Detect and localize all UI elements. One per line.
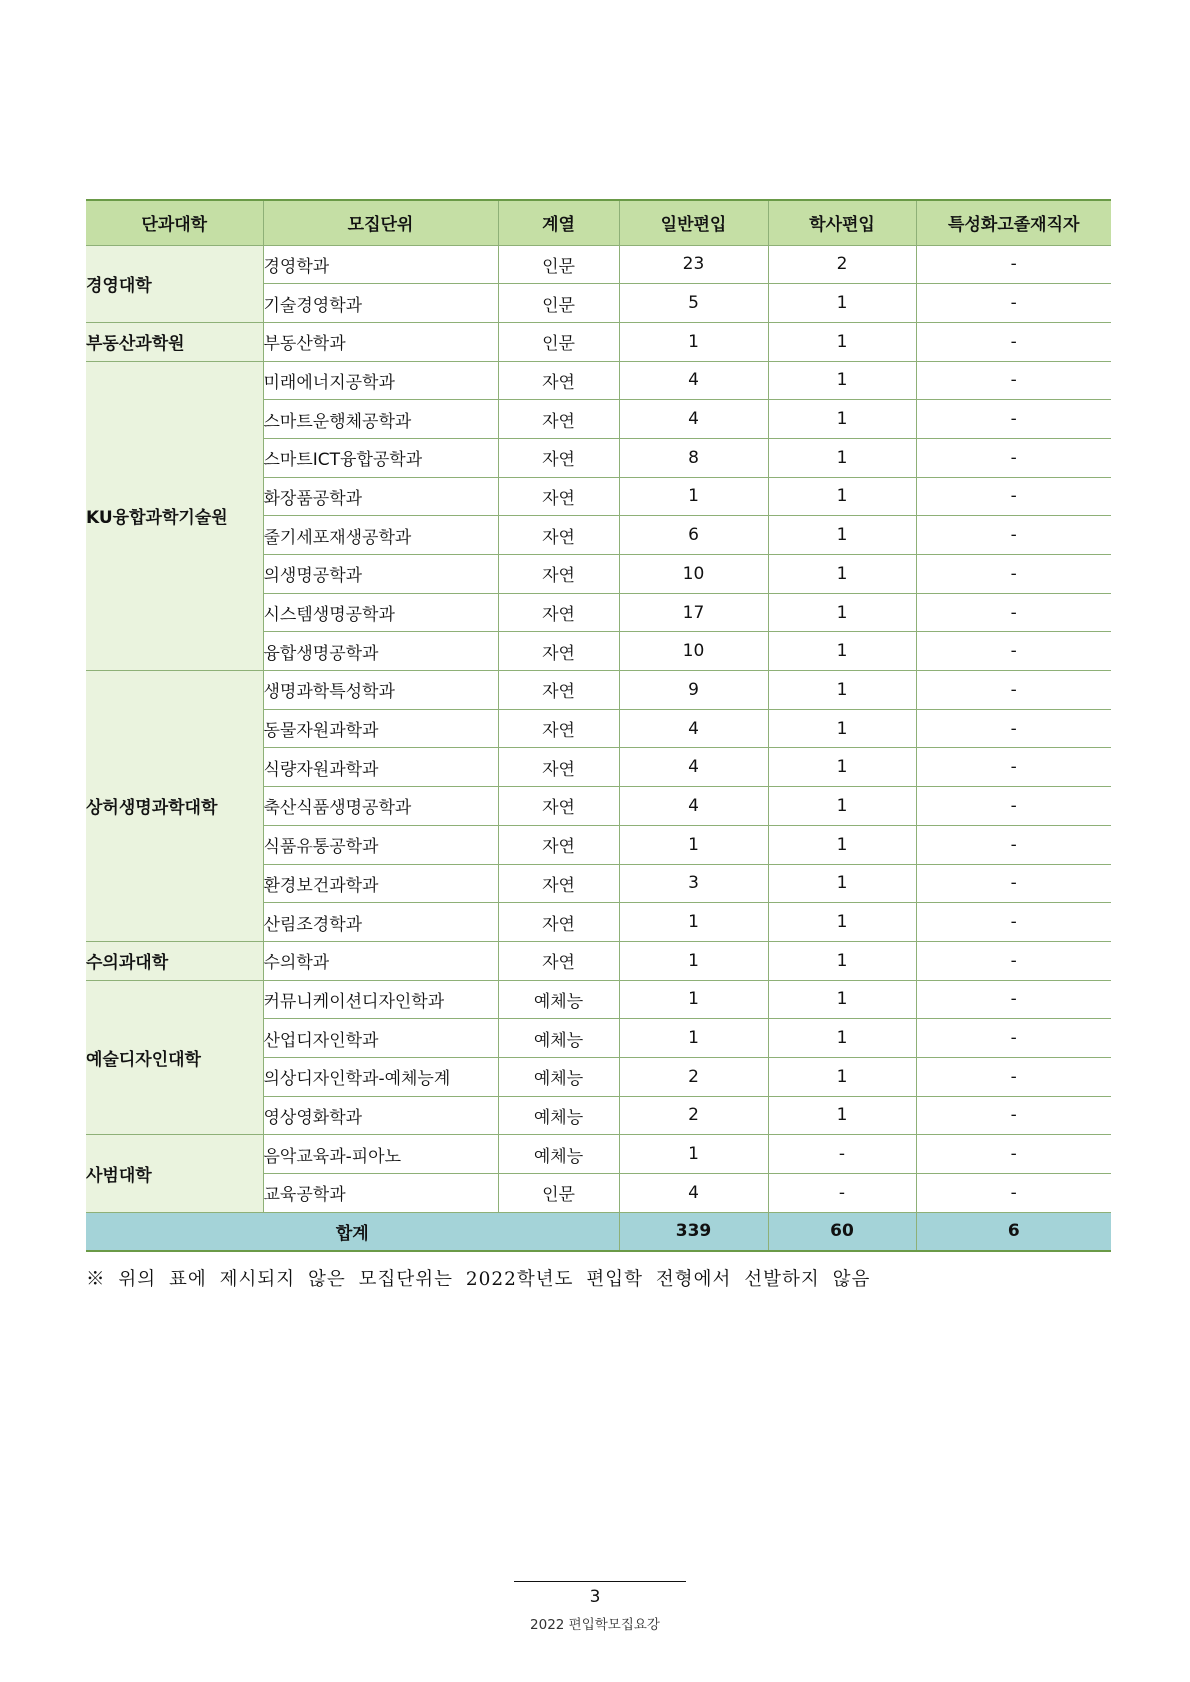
vocational-worker-cell: - — [916, 516, 1111, 555]
vocational-worker-cell: - — [916, 903, 1111, 942]
vocational-worker-cell: - — [916, 245, 1111, 284]
field-cell: 예체능 — [498, 1096, 619, 1135]
department-cell: 수의학과 — [263, 941, 498, 980]
table-row — [86, 322, 1111, 361]
field-cell: 자연 — [498, 941, 619, 980]
department-cell: 줄기세포재생공학과 — [263, 516, 498, 555]
field-cell: 자연 — [498, 864, 619, 903]
department-cell: 식량자원과학과 — [263, 748, 498, 787]
bachelor-transfer-cell: 1 — [768, 671, 916, 710]
field-cell: 자연 — [498, 903, 619, 942]
department-cell: 산업디자인학과 — [263, 1019, 498, 1058]
bachelor-transfer-cell: 1 — [768, 593, 916, 632]
vocational-worker-cell: - — [916, 671, 1111, 710]
general-transfer-cell: 5 — [619, 284, 768, 323]
vocational-worker-cell: - — [916, 825, 1111, 864]
college-cell: 수의과대학 — [86, 941, 263, 980]
bachelor-transfer-cell: 1 — [768, 1057, 916, 1096]
total-bachelor: 60 — [768, 1212, 916, 1251]
field-cell: 자연 — [498, 361, 619, 400]
department-cell: 스마트ICT융합공학과 — [263, 438, 498, 477]
department-cell: 식품유통공학과 — [263, 825, 498, 864]
general-transfer-cell: 1 — [619, 322, 768, 361]
bachelor-transfer-cell: - — [768, 1174, 916, 1213]
department-cell: 음악교육과-피아노 — [263, 1135, 498, 1174]
general-transfer-cell: 4 — [619, 361, 768, 400]
field-cell: 예체능 — [498, 980, 619, 1019]
general-transfer-cell: 9 — [619, 671, 768, 710]
department-cell: 축산식품생명공학과 — [263, 787, 498, 826]
vocational-worker-cell: - — [916, 1096, 1111, 1135]
table-row — [86, 980, 1111, 1019]
college-cell: KU융합과학기술원 — [86, 361, 263, 671]
general-transfer-cell: 17 — [619, 593, 768, 632]
department-cell: 동물자원과학과 — [263, 709, 498, 748]
bachelor-transfer-cell: 1 — [768, 477, 916, 516]
header-vocational-worker: 특성화고졸재직자 — [916, 200, 1111, 245]
header-row — [86, 200, 1111, 245]
bachelor-transfer-cell: - — [768, 1135, 916, 1174]
field-cell: 인문 — [498, 245, 619, 284]
department-cell: 융합생명공학과 — [263, 632, 498, 671]
table-footer — [86, 1212, 1111, 1251]
general-transfer-cell: 4 — [619, 1174, 768, 1213]
general-transfer-cell: 1 — [619, 941, 768, 980]
footer-title: 2022 편입학모집요강 — [530, 1617, 660, 1633]
general-transfer-cell: 10 — [619, 555, 768, 594]
bachelor-transfer-cell: 1 — [768, 438, 916, 477]
bachelor-transfer-cell: 1 — [768, 748, 916, 787]
field-cell: 예체능 — [498, 1135, 619, 1174]
field-cell: 자연 — [498, 748, 619, 787]
department-cell: 시스템생명공학과 — [263, 593, 498, 632]
department-cell: 화장품공학과 — [263, 477, 498, 516]
bachelor-transfer-cell: 1 — [768, 941, 916, 980]
college-cell: 경영대학 — [86, 245, 263, 322]
bachelor-transfer-cell: 1 — [768, 825, 916, 864]
bachelor-transfer-cell: 2 — [768, 245, 916, 284]
vocational-worker-cell: - — [916, 709, 1111, 748]
general-transfer-cell: 1 — [619, 980, 768, 1019]
bachelor-transfer-cell: 1 — [768, 903, 916, 942]
field-cell: 인문 — [498, 322, 619, 361]
general-transfer-cell: 1 — [619, 477, 768, 516]
total-special: 6 — [916, 1212, 1111, 1251]
college-cell: 부동산과학원 — [86, 322, 263, 361]
vocational-worker-cell: - — [916, 593, 1111, 632]
college-cell: 예술디자인대학 — [86, 980, 263, 1135]
department-cell: 생명과학특성학과 — [263, 671, 498, 710]
general-transfer-cell: 4 — [619, 709, 768, 748]
header-department: 모집단위 — [263, 200, 498, 245]
field-cell: 자연 — [498, 438, 619, 477]
bachelor-transfer-cell: 1 — [768, 632, 916, 671]
vocational-worker-cell: - — [916, 555, 1111, 594]
table-header — [86, 200, 1111, 245]
department-cell: 스마트운행체공학과 — [263, 400, 498, 439]
vocational-worker-cell: - — [916, 748, 1111, 787]
vocational-worker-cell: - — [916, 1174, 1111, 1213]
field-cell: 자연 — [498, 671, 619, 710]
bachelor-transfer-cell: 1 — [768, 864, 916, 903]
field-cell: 자연 — [498, 477, 619, 516]
footer-divider — [514, 1581, 686, 1582]
bachelor-transfer-cell: 1 — [768, 980, 916, 1019]
total-general: 339 — [619, 1212, 768, 1251]
field-cell: 자연 — [498, 593, 619, 632]
department-cell: 환경보건과학과 — [263, 864, 498, 903]
general-transfer-cell: 4 — [619, 400, 768, 439]
bachelor-transfer-cell: 1 — [768, 361, 916, 400]
general-transfer-cell: 6 — [619, 516, 768, 555]
table-row — [86, 1135, 1111, 1174]
vocational-worker-cell: - — [916, 787, 1111, 826]
vocational-worker-cell: - — [916, 322, 1111, 361]
header-bachelor-transfer: 학사편입 — [768, 200, 916, 245]
department-cell: 교육공학과 — [263, 1174, 498, 1213]
header-field: 계열 — [498, 200, 619, 245]
field-cell: 예체능 — [498, 1057, 619, 1096]
total-row — [86, 1212, 1111, 1251]
bachelor-transfer-cell: 1 — [768, 787, 916, 826]
field-cell: 인문 — [498, 284, 619, 323]
field-cell: 자연 — [498, 825, 619, 864]
vocational-worker-cell: - — [916, 1135, 1111, 1174]
department-cell: 커뮤니케이션디자인학과 — [263, 980, 498, 1019]
field-cell: 자연 — [498, 516, 619, 555]
vocational-worker-cell: - — [916, 941, 1111, 980]
department-cell: 부동산학과 — [263, 322, 498, 361]
field-cell: 자연 — [498, 555, 619, 594]
department-cell: 의상디자인학과-예체능계 — [263, 1057, 498, 1096]
bachelor-transfer-cell: 1 — [768, 709, 916, 748]
college-cell: 상허생명과학대학 — [86, 671, 263, 942]
general-transfer-cell: 1 — [619, 825, 768, 864]
general-transfer-cell: 23 — [619, 245, 768, 284]
department-cell: 미래에너지공학과 — [263, 361, 498, 400]
vocational-worker-cell: - — [916, 632, 1111, 671]
vocational-worker-cell: - — [916, 400, 1111, 439]
vocational-worker-cell: - — [916, 438, 1111, 477]
vocational-worker-cell: - — [916, 1019, 1111, 1058]
department-cell: 경영학과 — [263, 245, 498, 284]
page-number: 3 — [589, 1587, 601, 1607]
bachelor-transfer-cell: 1 — [768, 516, 916, 555]
bachelor-transfer-cell: 1 — [768, 400, 916, 439]
table-row — [86, 671, 1111, 710]
footnote: ※ 위의 표에 제시되지 않은 모집단위는 2022학년도 편입학 전형에서 선발하지 않음 — [86, 1269, 871, 1290]
general-transfer-cell: 3 — [619, 864, 768, 903]
table-body — [86, 245, 1111, 1212]
vocational-worker-cell: - — [916, 980, 1111, 1019]
general-transfer-cell: 2 — [619, 1057, 768, 1096]
department-cell: 산림조경학과 — [263, 903, 498, 942]
department-cell: 영상영화학과 — [263, 1096, 498, 1135]
admission-quota-table — [86, 199, 1111, 1252]
vocational-worker-cell: - — [916, 361, 1111, 400]
general-transfer-cell: 10 — [619, 632, 768, 671]
department-cell: 기술경영학과 — [263, 284, 498, 323]
general-transfer-cell: 1 — [619, 903, 768, 942]
vocational-worker-cell: - — [916, 477, 1111, 516]
table-row — [86, 245, 1111, 284]
bachelor-transfer-cell: 1 — [768, 322, 916, 361]
field-cell: 자연 — [498, 400, 619, 439]
general-transfer-cell: 4 — [619, 787, 768, 826]
field-cell: 자연 — [498, 787, 619, 826]
general-transfer-cell: 2 — [619, 1096, 768, 1135]
college-cell: 사범대학 — [86, 1135, 263, 1212]
field-cell: 자연 — [498, 632, 619, 671]
field-cell: 예체능 — [498, 1019, 619, 1058]
vocational-worker-cell: - — [916, 864, 1111, 903]
vocational-worker-cell: - — [916, 284, 1111, 323]
bachelor-transfer-cell: 1 — [768, 555, 916, 594]
department-cell: 의생명공학과 — [263, 555, 498, 594]
header-college: 단과대학 — [86, 200, 263, 245]
total-label: 합계 — [86, 1212, 619, 1251]
field-cell: 자연 — [498, 709, 619, 748]
bachelor-transfer-cell: 1 — [768, 1096, 916, 1135]
general-transfer-cell: 1 — [619, 1019, 768, 1058]
vocational-worker-cell: - — [916, 1057, 1111, 1096]
bachelor-transfer-cell: 1 — [768, 1019, 916, 1058]
bachelor-transfer-cell: 1 — [768, 284, 916, 323]
table-row — [86, 941, 1111, 980]
general-transfer-cell: 8 — [619, 438, 768, 477]
field-cell: 인문 — [498, 1174, 619, 1213]
general-transfer-cell: 4 — [619, 748, 768, 787]
table-row — [86, 361, 1111, 400]
general-transfer-cell: 1 — [619, 1135, 768, 1174]
header-general-transfer: 일반편입 — [619, 200, 768, 245]
